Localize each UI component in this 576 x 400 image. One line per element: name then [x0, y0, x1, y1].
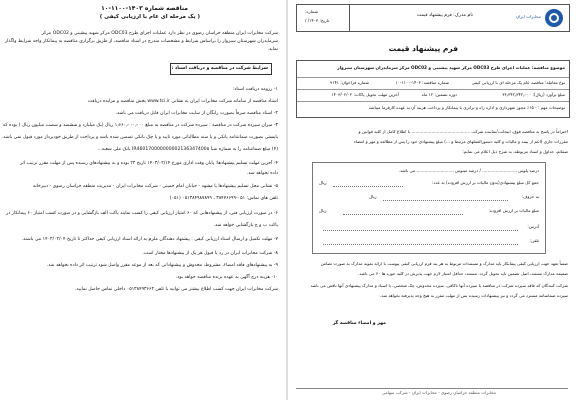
vat-line: [343, 214, 463, 215]
doc-date: تاریخ: ۱۴۰۳/ /: [305, 18, 330, 23]
footer-bar: [296, 388, 568, 389]
item-10: ۱۰- هزینه درج آگهی به عهده برنده مناقصه خواهد بود.: [175, 275, 278, 280]
intro-line-3: نماید.: [267, 47, 278, 52]
total-words-field[interactable]: به حروف:: [521, 194, 539, 199]
address-line: [323, 230, 518, 231]
footer-bar-text: مخابرات منطقه خراسان رضوی - مخابرات ایران - شرکت سهامی: [381, 390, 496, 395]
total-words-line: [383, 200, 508, 201]
info-table: [296, 60, 570, 118]
item-8: ۸- شرکت مخابرات ایران در رد یا قبول هر یک از پیشنهادها مختار است.: [142, 251, 278, 256]
total-number-field[interactable]: جمع کل مبلغ پیشنهادی(بدون مالیات بر ارزش افزوده) به عدد:: [431, 180, 539, 185]
total-number-line: [333, 186, 403, 187]
doc-number: شماره:: [305, 9, 318, 14]
address-field[interactable]: آدرس:: [527, 224, 539, 229]
call-no: شماره فراخوان: ۹۱۴۱: [330, 80, 369, 85]
deadline: آخرین مهلت تحویل پاکات: ۱۴۰۳/۰۲/۰۲: [331, 92, 399, 97]
logo-text: مخابرات ایران: [515, 14, 541, 19]
percent-field[interactable]: درصد پلوس .......................... / درصد مینوس ............................ می باشد.: [398, 168, 539, 173]
item-1: ۱- رزومه دریافت اسناد:: [232, 87, 278, 92]
item-5: ۵- نشانی محل تسلیم پیشنهادها با مشهد - خیابان امام خمینی - شرکت مخابرات ایران - مدیریت منطقه خراسان رضوی - دبیرخانه: [32, 184, 278, 189]
tender-number-title: مناقصه شماره ۱۴۰۳-۱۱۰۰-۱۰: [101, 5, 188, 12]
item-4b: داده نخواهد شد.: [246, 171, 278, 176]
logo-mark: [549, 13, 559, 23]
footer-line-2: ضمیمه مدارک مستند، اصل تضمین باید تحویل گردد. مستند، حداقل امتیاز لازم جهت پذیرش در کلیه حوزه ها ۶۰ می باشد.: [358, 271, 568, 276]
table-rule-2: [297, 89, 569, 90]
intro-line-1: شرکت مخابرات ایران منطقه خراسان رضوی در نظر دارد عملیات اجرای طرح ODC03 مرکز شهید پیشینی و ODC02 مرکز: [41, 31, 278, 36]
contact-note: شرکت مخابرات ایران جهت کسب اطلاع بیشتر می توانید با تلفن ۰۵۱۳۸۴۹۳۶۶۲ داخلی تماس حاصل نمایید.: [74, 287, 278, 292]
rial-unit-2: ریال: [369, 194, 377, 199]
body-line-3: ضمائم، جداول و اسناد مربوطه، به شرح ذیل اعلام می نمایم:: [462, 149, 568, 154]
rial-unit-1: ریال: [319, 180, 327, 185]
tender-no: شماره مناقصه: ۱۴۰۳-۱۱۰۰-۱۰: [395, 80, 449, 85]
form-title: فرم پیشنهاد قیمت: [388, 44, 458, 53]
left-page: [0, 0, 284, 400]
header-sep: [349, 5, 350, 31]
conditions-heading: شرایط شرکت در مناقصه و دریافت اسناد :: [171, 66, 268, 71]
footer-line-4: سپرده ضمانتنامه مسترد می گردد و نیز پیشنهادات رسیده پس از مهلت مقرر به هیچ وجه پذیرفته نخواهد شد.: [379, 293, 568, 298]
item-1b: اسناد مناقصه از سامانه شرکت مخابرات ایران به نشانی www.tci.ir بخش مناقصه و مزایده دریافت: [87, 99, 278, 104]
estimate: مبلغ برآورد (ریال): ۳۶٫۳۴۲٫۳۴۲٫۰۰۰: [502, 92, 565, 97]
body-line-2: مقررات جاری (اعم از بیمه و مالیات و کلیه دستورالعملهای مرتبط و ...) مبلغ پیشنهادی خود را پس از مطالعه و مهر و امضاء: [353, 139, 568, 144]
subject: موضوع مناقصه: عملیات اجرای طرح ODC03 مرکز شهید پیشینی و ODC02 مرکز سرمایدران شهرستان سبزوار: [337, 65, 565, 70]
item-7: ۷- مهلت تکمیل و ارسال اسناد ارزیابی کیفی : پیشنهاد دهندگان ملزم به ارائه اسناد ارزیابی کیفی حداکثر تا تاریخ ۱۴۰۳/۰۲/۰۴ می باشند.: [21, 237, 278, 242]
tender-type-subtitle: ( یک مرحله ای عام با ارزیابی کیفی ): [99, 14, 200, 20]
footer-line-3: شرکت کنندگان که فاقد سپرده شرکت در مناقصه یا سپرده آنها ناکافی، سپرده مخدوش، چک شخصی، یا اسناد و مدارک پیشنهادی آنها ناقص می باشد: [310, 283, 568, 288]
price-form-page: [290, 0, 576, 400]
item-2: ۲- اسناد مناقصه صرفاً بصورت رایگان از سایت مخابرات ایران قابل دریافت می باشد.: [115, 111, 278, 116]
item-6: ۶- در صورت ارزیابی فنی، از پیشنهادهایی که ۶۰ امتیاز ارزیابی کیفی را کسب نمایند پاکت الف بازگشایی و در صورت کسب امتیاز ۶۰ پیمانکار در: [6, 211, 278, 216]
form-header: [296, 4, 570, 32]
phone-field[interactable]: تلفن:: [529, 238, 539, 243]
footer-line-1: ضمناً تعهد جهت ارزیابی کیفی پیمانکار باید مدارک و مستندات مربوط به هر بند فرم ارزیابی کیفی پیوست با ارائه نمونه مدارک به صورت تضامن: [320, 261, 568, 266]
item-3: ۳- میزان سپرده شرکت در مناقصه : سپرده شرکت در مناقصه به مبلغ ۱٫۶۶۰٫۰۰۰٫۰۰۰ ریال (یک میلیارد و ششصد و شصت میلیون ریال ) بوده که: [2, 123, 278, 128]
rial-unit-3: ریال: [319, 208, 327, 213]
deal-type: نوع معامله: مناقصه عام یک مرحله ای با ارزیابی کیفی: [471, 80, 565, 85]
table-rule-1: [297, 77, 569, 78]
intro-line-2: سرمایدران شهرستان سبزوار را براساس شرایط و مشخصات مندرج در اسناد مناقصه، از طریق برگزاری مناقصه به پیمانکار واجد شرایط واگذار: [4, 39, 278, 44]
logo: [545, 9, 563, 27]
item-6b: پاکت ب و ج بازگشایی خواهد شد.: [213, 223, 278, 228]
item-9: ۹- به پیشنهادهای فاقد امضاء، مشروط، مخدوش و پیشنهاداتی که بعد از موعد مقرر واصل شود ترتیب اثر داده نخواهد شد.: [46, 263, 278, 268]
item-5b: تلفن های تماس: ۰۵۱-۳۸۴۷۶۶۹۹ ، ۰۵۱۳۸۴۹۸۷۸۹۹ (۰۵۱): [169, 196, 278, 201]
conditions-box: [170, 63, 272, 75]
phone-line: [323, 244, 518, 245]
item-3b: بایستی بصورت ضمانتنامه بانکی و یا سند مطالباتی مورد تایید و یا چک بانکی تضمین شده باشد و پرداخت از طریق خودپرداز مورد قبول نمی باشد.: [1, 135, 278, 140]
item-4: ۴- آخرین مهلت تسلیم پیشنهادها: پایان وقت اداری مورخ ۱۴۰۳/۰۲/۱۴ تاریخ ۲۳ بوده و به پیشنهادهای رسیده پس از مهلت مقرر ترتیب اثر: [19, 161, 278, 166]
important-note: توضیحات مهم : - ۱۵٪ مجوز شهرداری و اداره راه و ترابری با پیمانکار و پرداخت هزینه آن به عهده کارفرما میباشد: [368, 105, 565, 110]
vat-field[interactable]: مبلغ مالیات بر ارزش افزوده:: [488, 208, 539, 213]
body-line-1: احتراماً در پاسخ به مناقصه فوق، اینجانب/نماینده شرکت ............................................ با اطلاع کامل از کلیه قوانین و: [358, 129, 568, 134]
warranty: دوره تضمین: ۱۲ ماه: [421, 92, 457, 97]
price-fields-box: [312, 162, 546, 254]
doc-name: نام مدرک: فرم پیشنهاد قیمت: [416, 13, 473, 18]
item-3c: (۴) مبلغ ضمانتنامه را به شماره شبا IR460170000000002136347400۵ بانک ملی شعبه...: [97, 147, 278, 152]
page-divider: [286, 0, 288, 400]
signature-label: مهر و امضاء مناقصه گر: [332, 321, 386, 326]
table-rule-3: [297, 101, 569, 102]
